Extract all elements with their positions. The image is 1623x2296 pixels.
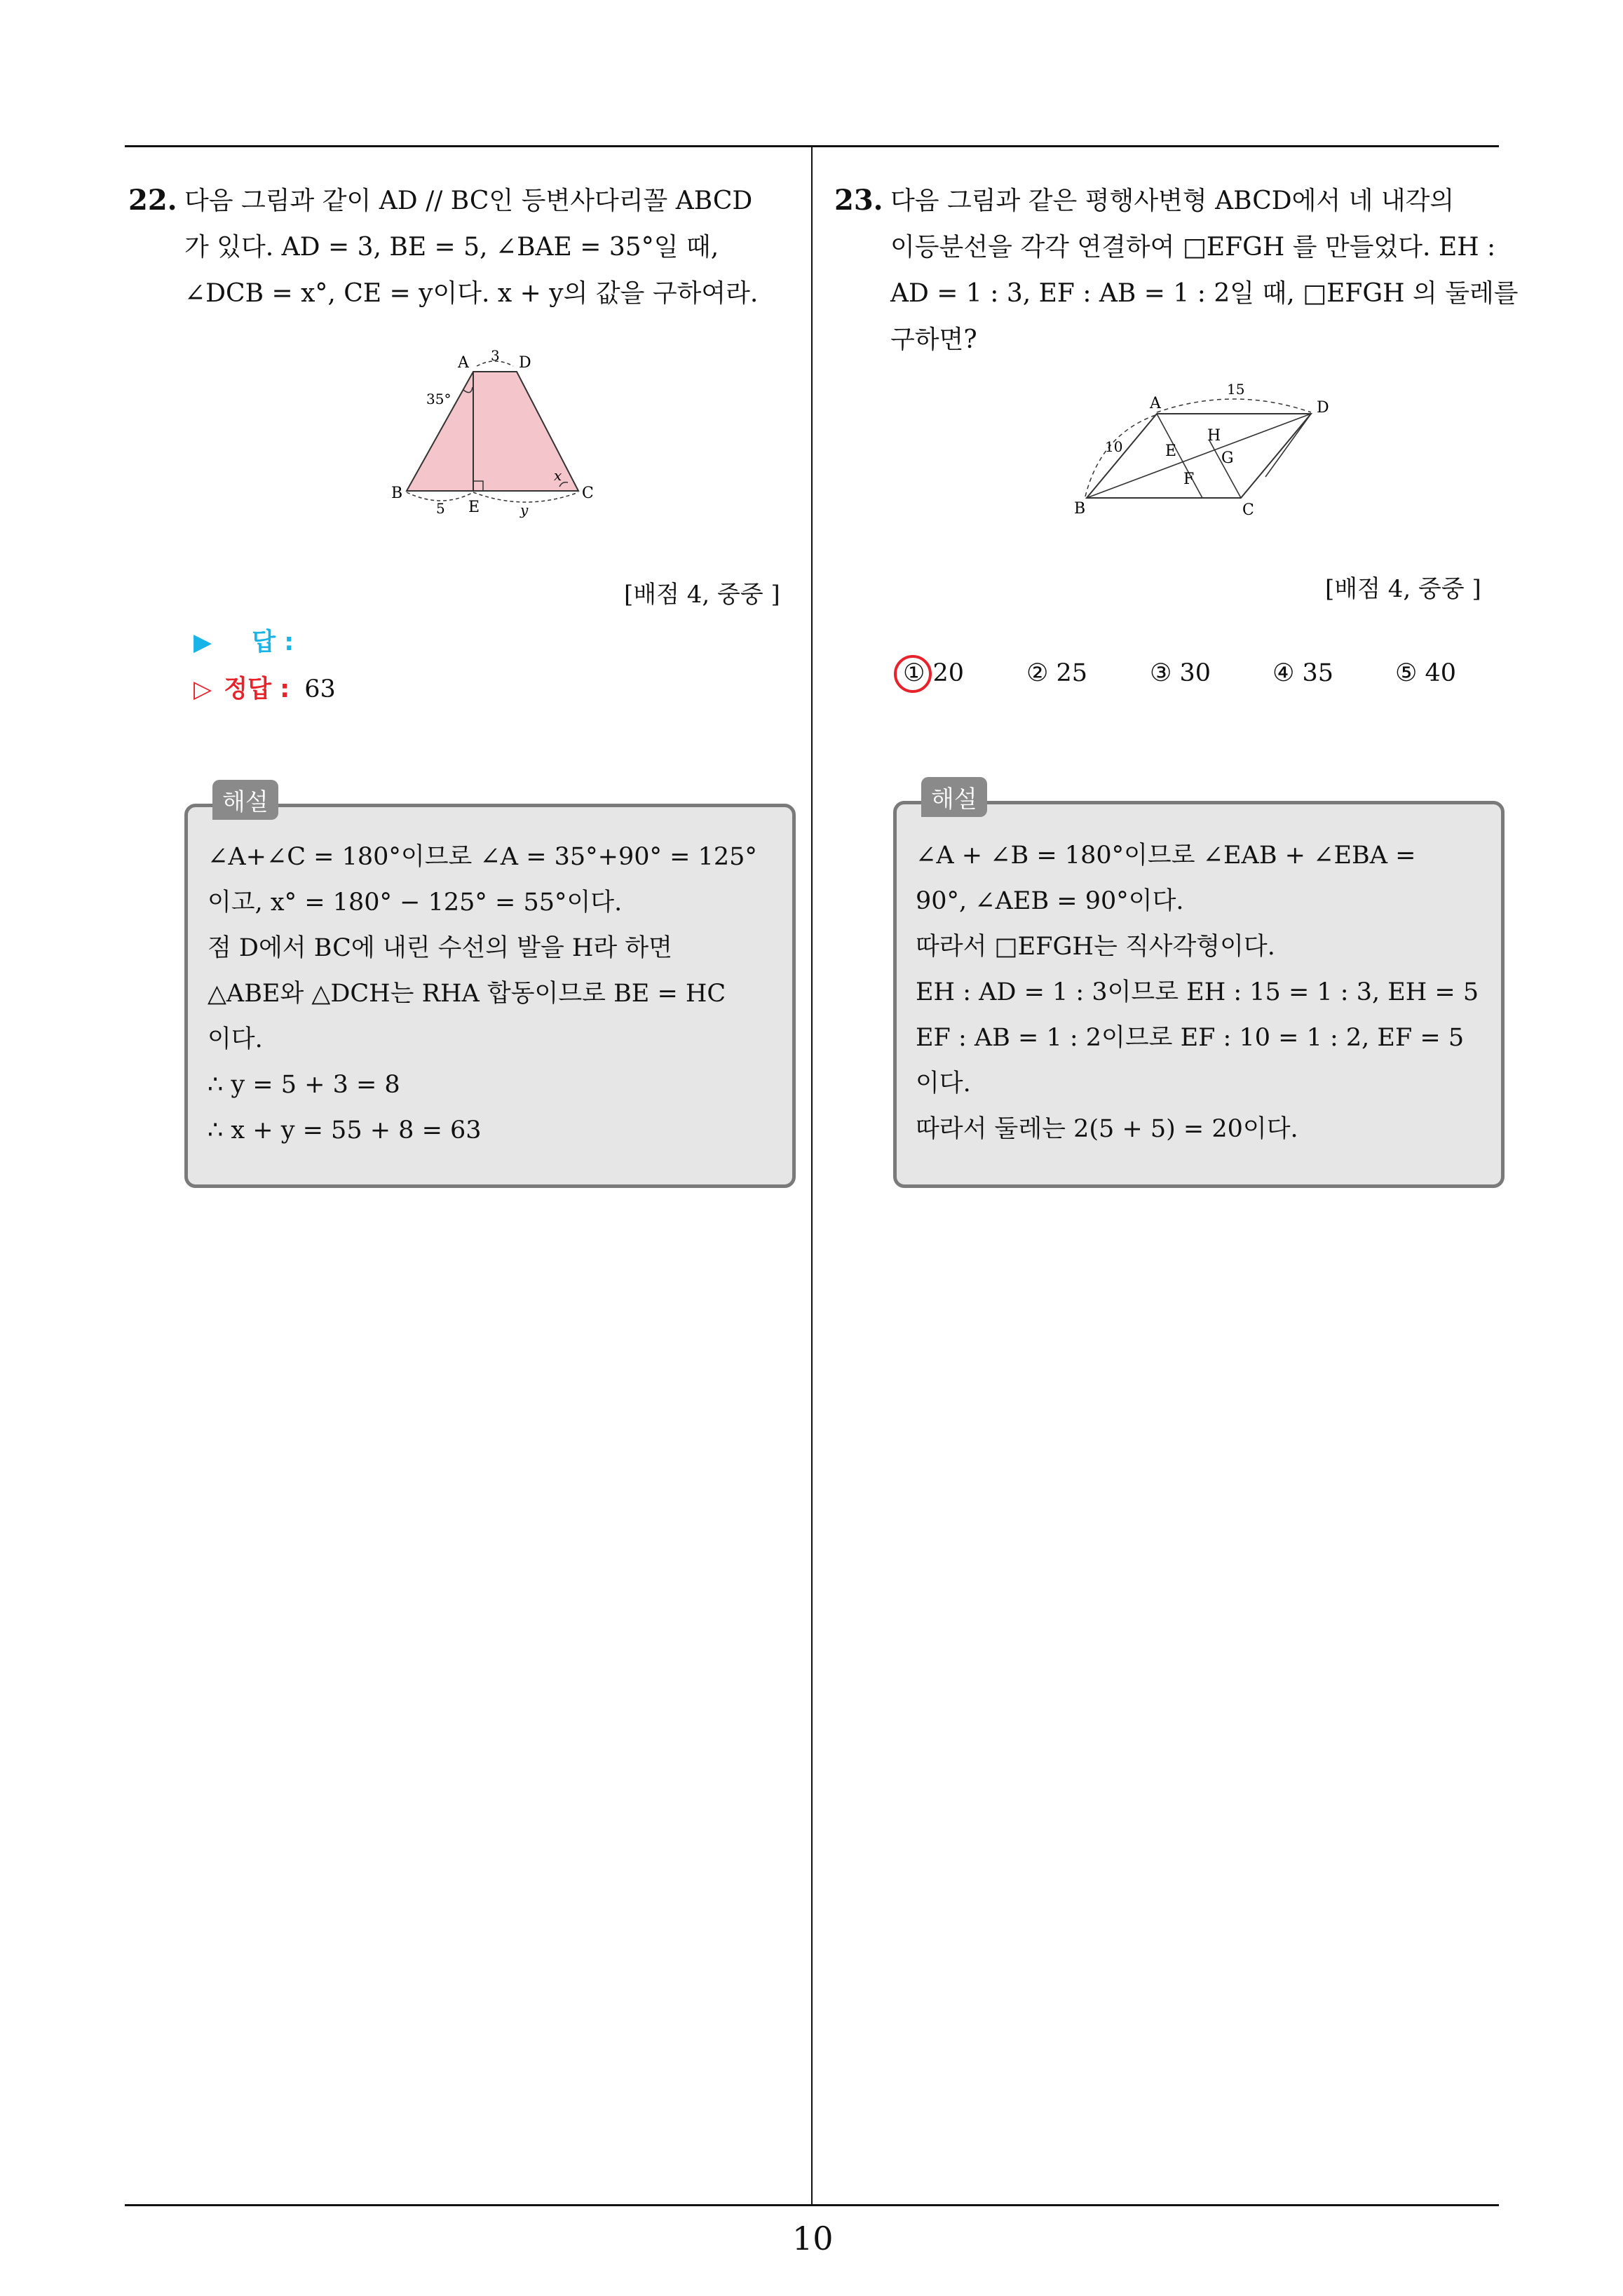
label-f: F [1183,471,1195,488]
choice-5[interactable]: ⑤ 40 [1395,659,1457,687]
label-d: D [519,354,531,372]
label-a: A [458,354,469,372]
question-number: 22. [128,184,177,217]
label-g: G [1221,450,1234,467]
label-a: A [1150,395,1161,412]
page-number: 10 [792,2220,834,2257]
question-number: 23. [834,184,883,217]
question-line-3: AD = 1 : 3, EF : AB = 1 : 2일 때, □EFGH 의 둘레를 [890,279,1519,308]
solution-line: EH : AD = 1 : 3이므로 EH : 15 = 1 : 3, EH = 5 [916,978,1479,1006]
solution-23 [916,833,1483,1152]
solution-line: 점 D에서 BC에 내린 수선의 발을 H라 하면 [208,934,672,962]
solution-22 [208,835,775,1154]
solution-line: △ABE와 △DCH는 RHA 합동이므로 BE = HC [208,980,726,1008]
question-line-3: ∠DCB = x°, CE = y이다. x + y의 값을 구하여라. [184,279,759,308]
label-be: 5 [436,500,445,517]
solution-line: 따라서 □EFGH는 직사각형이다. [916,933,1275,961]
answer-arrow-icon: ▶ [193,628,212,656]
label-angle: 35° [426,391,451,407]
solution-line: ∴ y = 5 + 3 = 8 [208,1071,400,1099]
explanation-tag: 해설 [921,777,987,817]
solution-line: EF : AB = 1 : 2이므로 EF : 10 = 1 : 2, EF = 5 [916,1024,1465,1052]
answer-row [193,623,294,658]
q23-meta: [배점 4, 중중 ] [1325,575,1481,603]
question-line-1: 다음 그림과 같은 평행사변형 ABCD에서 네 내각의 [890,187,1455,215]
solution-line: ∠A+∠C = 180°이므로 ∠A = 35°+90° = 125° [208,843,757,871]
label-ab: 10 [1105,438,1123,455]
parallelogram-figure [1059,379,1367,526]
label-e: E [1165,443,1177,460]
solution-line: ∠A + ∠B = 180°이므로 ∠EAB + ∠EBA = [916,842,1416,870]
correct-answer-row [193,670,336,705]
solution-line: 따라서 둘레는 2(5 + 5) = 20이다. [916,1115,1298,1143]
choice-1[interactable]: ① 20 [903,659,965,687]
label-ce: y [520,501,529,518]
label-d: D [1317,399,1329,417]
explanation-tag: 해설 [212,780,278,820]
question-line-2: 가 있다. AD = 3, BE = 5, ∠BAE = 35°일 때, [184,233,719,262]
answer-label: 답 : [252,628,294,656]
question-line-4: 구하면? [890,325,977,354]
trapezoid-figure [379,344,603,533]
correct-arrow-icon: ▷ [193,675,212,703]
question-line-1: 다음 그림과 같이 AD // BC인 등변사다리꼴 ABCD [184,187,753,215]
column-divider [811,145,813,2206]
label-b: B [1074,500,1086,518]
choice-4[interactable]: ④ 35 [1272,659,1334,687]
question-line-2: 이등분선을 각각 연결하여 □EFGH 를 만들었다. EH : [890,233,1496,262]
choice-2[interactable]: ② 25 [1026,659,1088,687]
bottom-rule [125,2204,1499,2206]
q22-meta: [배점 4, 중중 ] [624,581,780,609]
label-b: B [391,485,403,502]
solution-line: ∴ x + y = 55 + 8 = 63 [208,1116,482,1144]
label-x: x [554,467,562,484]
choice-3[interactable]: ③ 30 [1150,659,1211,687]
solution-line: 이다. [916,1069,971,1098]
solution-line: 90°, ∠AEB = 90°이다. [916,887,1184,915]
label-h: H [1207,427,1221,445]
label-top-length: 3 [491,347,500,364]
solution-line: 이다. [208,1025,263,1053]
label-ad: 15 [1227,381,1245,398]
label-e: E [468,499,480,516]
solution-line: 이고, x° = 180° − 125° = 55°이다. [208,889,623,917]
label-c: C [582,485,594,502]
correct-value: 63 [304,675,336,703]
correct-label: 정답 : [224,675,290,703]
label-c: C [1242,501,1254,519]
